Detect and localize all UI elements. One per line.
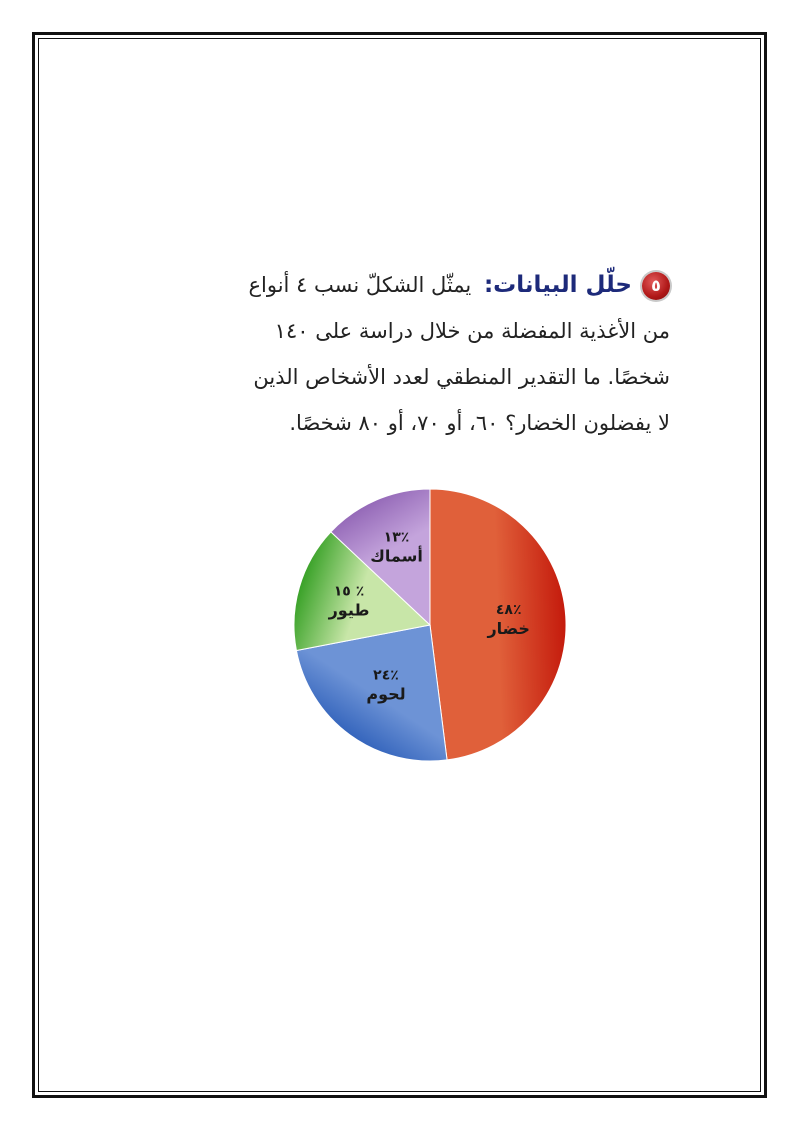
question-text-line-1: يمثّل الشكلّ نسب ٤ أنواع [248, 273, 472, 297]
question-number-badge: ٥ [642, 272, 670, 300]
pie-percent-label-2: ١٥ ٪ [333, 583, 365, 600]
question-text-line-4: لا يفضلون الخضار؟ ٦٠، أو ٧٠، أو ٨٠ شخصًا. [289, 411, 670, 435]
question-title: حلّل البيانات: [483, 272, 632, 298]
pie-percent-label-1: ٢٤٪ [373, 667, 399, 684]
pie-chart-svg [280, 480, 580, 770]
pie-category-label-2: طيور [328, 600, 370, 620]
pie-category-label-3: أسماك [370, 546, 423, 566]
question-text-line-3: شخصًا. ما التقدير المنطقي لعدد الأشخاص الذين [253, 365, 670, 389]
pie-percent-label-0: ٤٨٪ [495, 602, 522, 618]
pie-category-label-1: لحوم [366, 684, 406, 704]
question-text-line-2: من الأغذية المفضلة من خلال دراسة على ١٤٠ [274, 319, 670, 343]
question-block [150, 262, 670, 446]
pie-percent-label-3: ١٣٪ [383, 529, 410, 546]
pie-category-label-0: خضار [487, 619, 530, 638]
question-line-1 [150, 262, 670, 308]
pie-chart [280, 480, 580, 770]
